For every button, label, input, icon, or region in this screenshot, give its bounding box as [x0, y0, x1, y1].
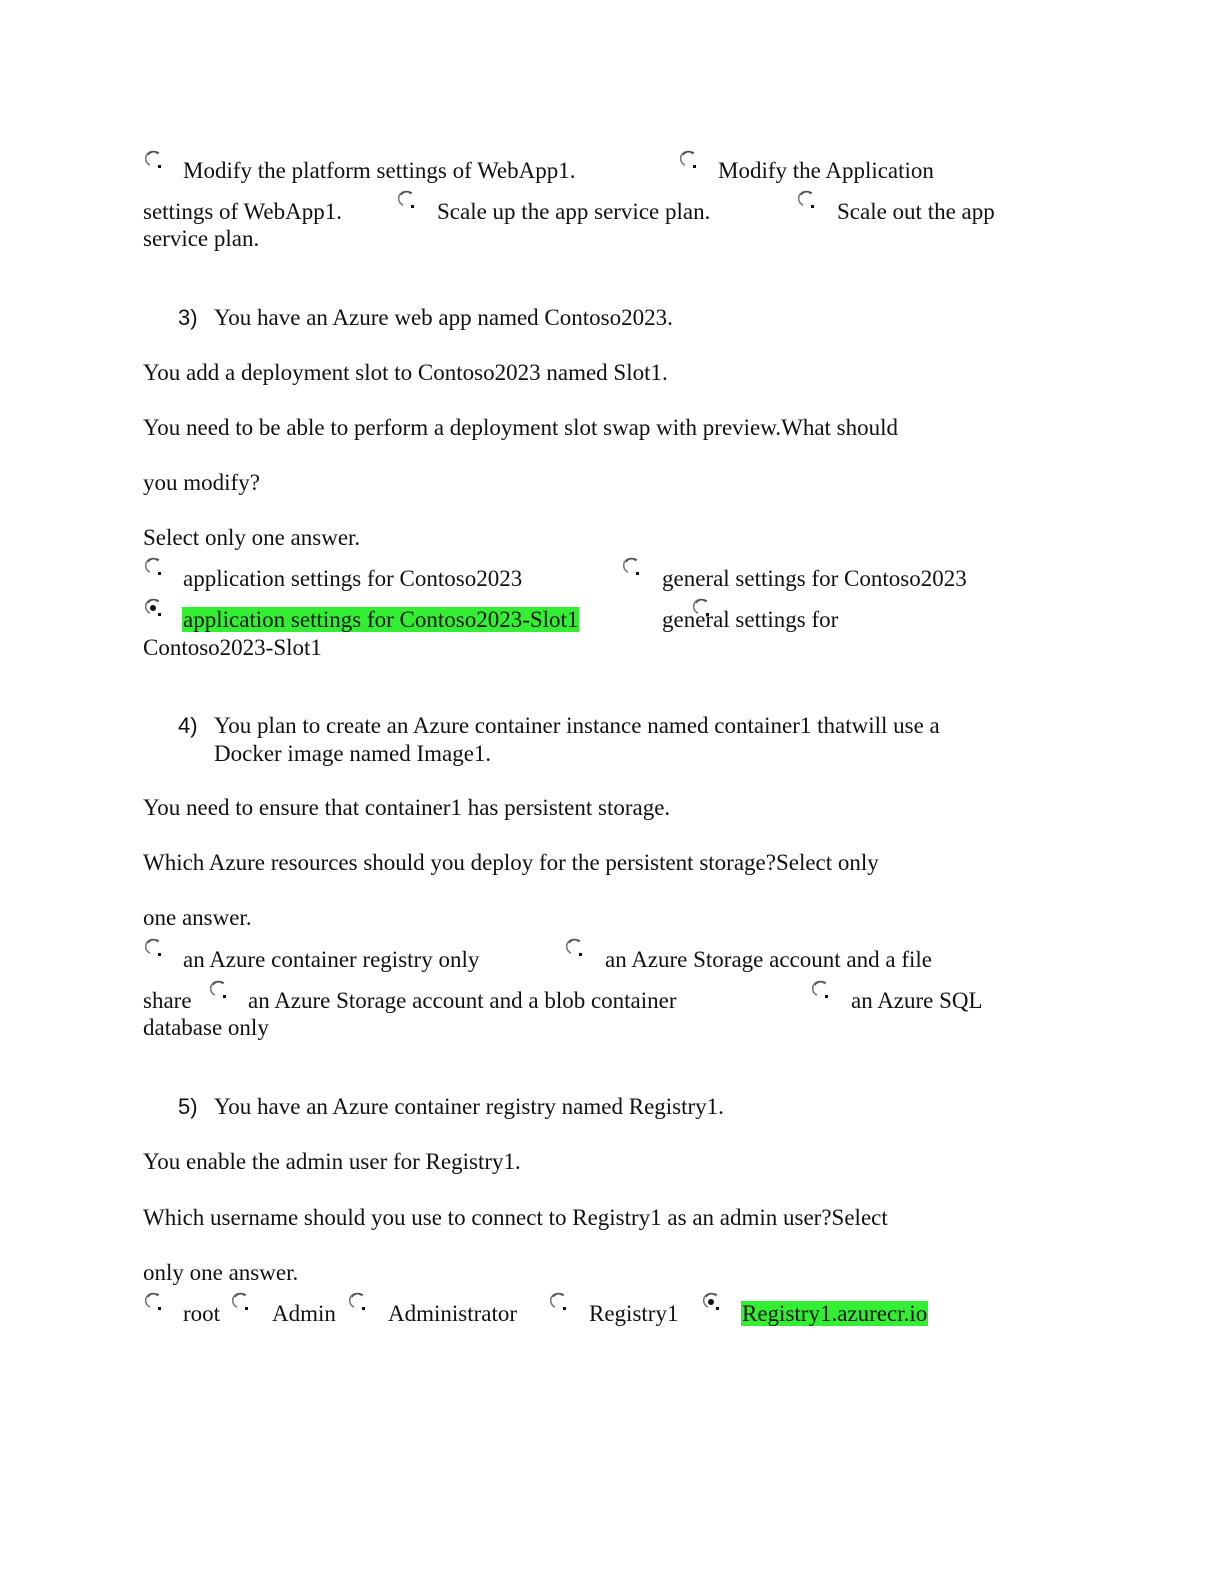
- option-label: Modify the platform settings of WebApp1.: [183, 158, 576, 183]
- radio-button[interactable]: [812, 980, 832, 1002]
- option-label-highlighted: [182, 606, 579, 634]
- question-number: 4): [178, 713, 198, 738]
- option-label: Administrator: [388, 1301, 518, 1326]
- question-stem: Docker image named Image1.: [214, 741, 492, 766]
- option-label: Admin: [272, 1301, 336, 1326]
- radio-button-selected[interactable]: [145, 598, 165, 620]
- radio-button[interactable]: [145, 1292, 165, 1314]
- option-label: an Azure Storage account and a blob container: [248, 988, 677, 1013]
- radio-button[interactable]: [398, 190, 418, 212]
- option-label: general settings for Contoso2023: [662, 566, 967, 591]
- instruction-text: Select only one answer.: [143, 525, 361, 550]
- question-number: 5): [178, 1094, 198, 1119]
- option-label: general settings for: [662, 607, 839, 632]
- option-label-highlighted: [741, 1300, 928, 1328]
- answer-highlight: application settings for Contoso2023-Slot1: [183, 607, 579, 632]
- question-stem: You have an Azure web app named Contoso2023.: [214, 305, 673, 330]
- question-text: You enable the admin user for Registry1.: [143, 1149, 521, 1174]
- radio-button-selected[interactable]: [703, 1292, 723, 1314]
- radio-button[interactable]: [145, 938, 165, 960]
- question-text: Which Azure resources should you deploy for the persistent storage?Select only: [143, 850, 879, 875]
- question-number: 3): [178, 305, 198, 330]
- option-label: Registry1: [589, 1301, 679, 1326]
- question-text: You add a deployment slot to Contoso2023 named Slot1.: [143, 360, 668, 385]
- radio-button[interactable]: [145, 150, 165, 172]
- radio-button[interactable]: [798, 190, 818, 212]
- radio-button[interactable]: [680, 150, 700, 172]
- option-label: Scale up the app service plan.: [437, 199, 711, 224]
- option-label: an Azure container registry only: [183, 947, 480, 972]
- option-label: application settings for Contoso2023: [183, 566, 523, 591]
- option-label: Contoso2023-Slot1: [143, 635, 322, 660]
- question-text: You need to ensure that container1 has persistent storage.: [143, 795, 671, 820]
- radio-button[interactable]: [145, 557, 165, 579]
- option-label: root: [183, 1301, 221, 1326]
- option-label: Scale out the app: [837, 199, 995, 224]
- radio-button[interactable]: [550, 1292, 570, 1314]
- answer-highlight: Registry1.azurecr.io: [742, 1301, 928, 1326]
- question-stem: You plan to create an Azure container instance named container1 thatwill use a: [214, 713, 940, 738]
- radio-button[interactable]: [232, 1292, 252, 1314]
- option-label: service plan.: [143, 226, 260, 251]
- radio-button[interactable]: [623, 557, 643, 579]
- question-text: You need to be able to perform a deployment slot swap with preview.What should: [143, 415, 899, 440]
- radio-button[interactable]: [349, 1292, 369, 1314]
- question-text: Which username should you use to connect to Registry1 as an admin user?Select: [143, 1205, 888, 1230]
- question-text: one answer.: [143, 905, 252, 930]
- option-label: Modify the Application: [718, 158, 934, 183]
- question-text: you modify?: [143, 470, 260, 495]
- radio-button[interactable]: [566, 938, 586, 960]
- option-label: an Azure Storage account and a file: [605, 947, 932, 972]
- option-label: database only: [143, 1015, 269, 1040]
- question-stem: You have an Azure container registry named Registry1.: [214, 1094, 724, 1119]
- option-label: an Azure SQL: [851, 988, 983, 1013]
- option-label: settings of WebApp1.: [143, 199, 342, 224]
- question-text: only one answer.: [143, 1260, 299, 1285]
- radio-button[interactable]: [210, 980, 230, 1002]
- option-label: share: [143, 988, 192, 1013]
